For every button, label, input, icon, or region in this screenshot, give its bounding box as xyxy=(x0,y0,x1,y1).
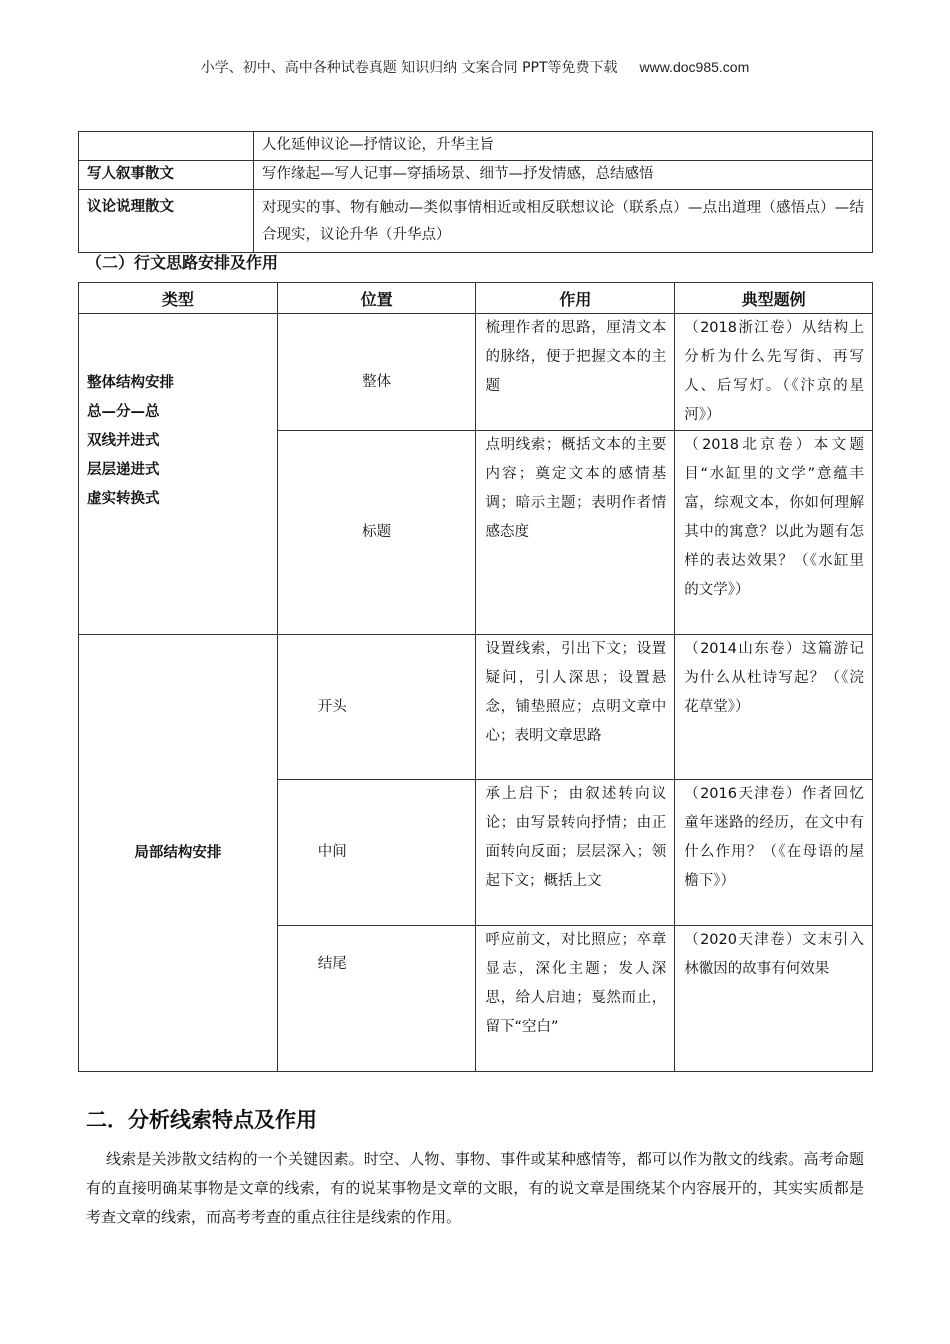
row-key xyxy=(79,132,254,161)
table-row xyxy=(79,132,873,161)
table-row xyxy=(79,635,873,780)
category-line: 虚实转换式 xyxy=(87,491,160,507)
section-heading: 二．分析线索特点及作用 xyxy=(86,1108,317,1132)
table-row xyxy=(79,190,873,253)
structure-table xyxy=(78,131,873,253)
row-key: 写人叙事散文 xyxy=(79,161,254,190)
header-example: 典型题例 xyxy=(675,283,873,314)
category-line: 总—分—总 xyxy=(87,404,160,420)
category-cell: 局部结构安排 xyxy=(79,635,278,1072)
position-cell: 整体 xyxy=(277,314,476,431)
example-cell: （2018浙江卷）从结构上分析为什么先写街、再写人、后写灯。（《汴京的星河》） xyxy=(675,314,873,431)
effect-cell: 设置线索，引出下文；设置疑问，引人深思；设置悬念，铺垫照应；点明文章中心；表明文章思路 xyxy=(476,635,675,780)
effect-cell: 呼应前文，对比照应；卒章显志，深化主题；发人深思，给人启迪；戛然而止，留下“空白” xyxy=(476,926,675,1072)
effect-cell: 点明线索；概括文本的主要内容；奠定文本的感情基调；暗示主题；表明作者情感态度 xyxy=(476,431,675,635)
header-position: 位置 xyxy=(277,283,476,314)
position-cell: 中间 xyxy=(277,780,476,926)
example-cell: （2018北京卷）本文题目“水缸里的文学”意蕴丰富，综观文本，你如何理解其中的寓意？以此为题有怎样的表达效果？（《水缸里的文学》） xyxy=(675,431,873,635)
writing-approach-table xyxy=(78,282,873,1072)
example-cell: （2014山东卷）这篇游记为什么从杜诗写起？（《浣花草堂》） xyxy=(675,635,873,780)
row-value: 写作缘起—写人记事—穿插场景、细节—抒发情感，总结感悟 xyxy=(254,161,873,190)
section-title: （二）行文思路安排及作用 xyxy=(86,253,279,272)
example-cell: （2020天津卷）文末引入林徽因的故事有何效果 xyxy=(675,926,873,1072)
effect-cell: 梳理作者的思路，厘清文本的脉络，便于把握文本的主题 xyxy=(476,314,675,431)
page-header xyxy=(0,57,950,77)
header-site[interactable]: www.doc985.com xyxy=(639,59,750,75)
effect-cell: 承上启下；由叙述转向议论；由写景转向抒情；由正面转向反面；层层深入；领起下文；概括上文 xyxy=(476,780,675,926)
row-value: 对现实的事、物有触动—类似事情相近或相反联想议论（联系点）—点出道理（感悟点）—结合现实，议论升华（升华点） xyxy=(254,190,873,253)
position-cell: 标题 xyxy=(277,431,476,635)
header-text: 小学、初中、高中各种试卷真题 知识归纳 文案合同 PPT等免费下载 xyxy=(200,60,618,76)
row-value: 人化延伸议论—抒情议论，升华主旨 xyxy=(254,132,873,161)
header-type: 类型 xyxy=(79,283,278,314)
category-line: 整体结构安排 xyxy=(87,375,174,391)
table-header-row xyxy=(79,283,873,314)
position-cell: 结尾 xyxy=(277,926,476,1072)
category-line: 双线并进式 xyxy=(87,433,160,449)
position-cell: 开头 xyxy=(277,635,476,780)
category-cell xyxy=(79,314,278,635)
table-row xyxy=(79,161,873,190)
table-row xyxy=(79,314,873,431)
category-line: 层层递进式 xyxy=(87,462,160,478)
example-cell: （2016天津卷）作者回忆童年迷路的经历，在文中有什么作用？（《在母语的屋檐下》） xyxy=(675,780,873,926)
header-effect: 作用 xyxy=(476,283,675,314)
row-key: 议论说理散文 xyxy=(79,190,254,253)
body-paragraph: 线索是关涉散文结构的一个关键因素。时空、人物、事物、事件或某种感情等，都可以作为散文的线索。高考命题有的直接明确某事物是文章的线索，有的说某事物是文章的文眼，有的说文章是围绕某个内容展开的，其实实质都是考查文章的线索，而高考考查的重点往往是线索的作用。 xyxy=(86,1150,864,1226)
